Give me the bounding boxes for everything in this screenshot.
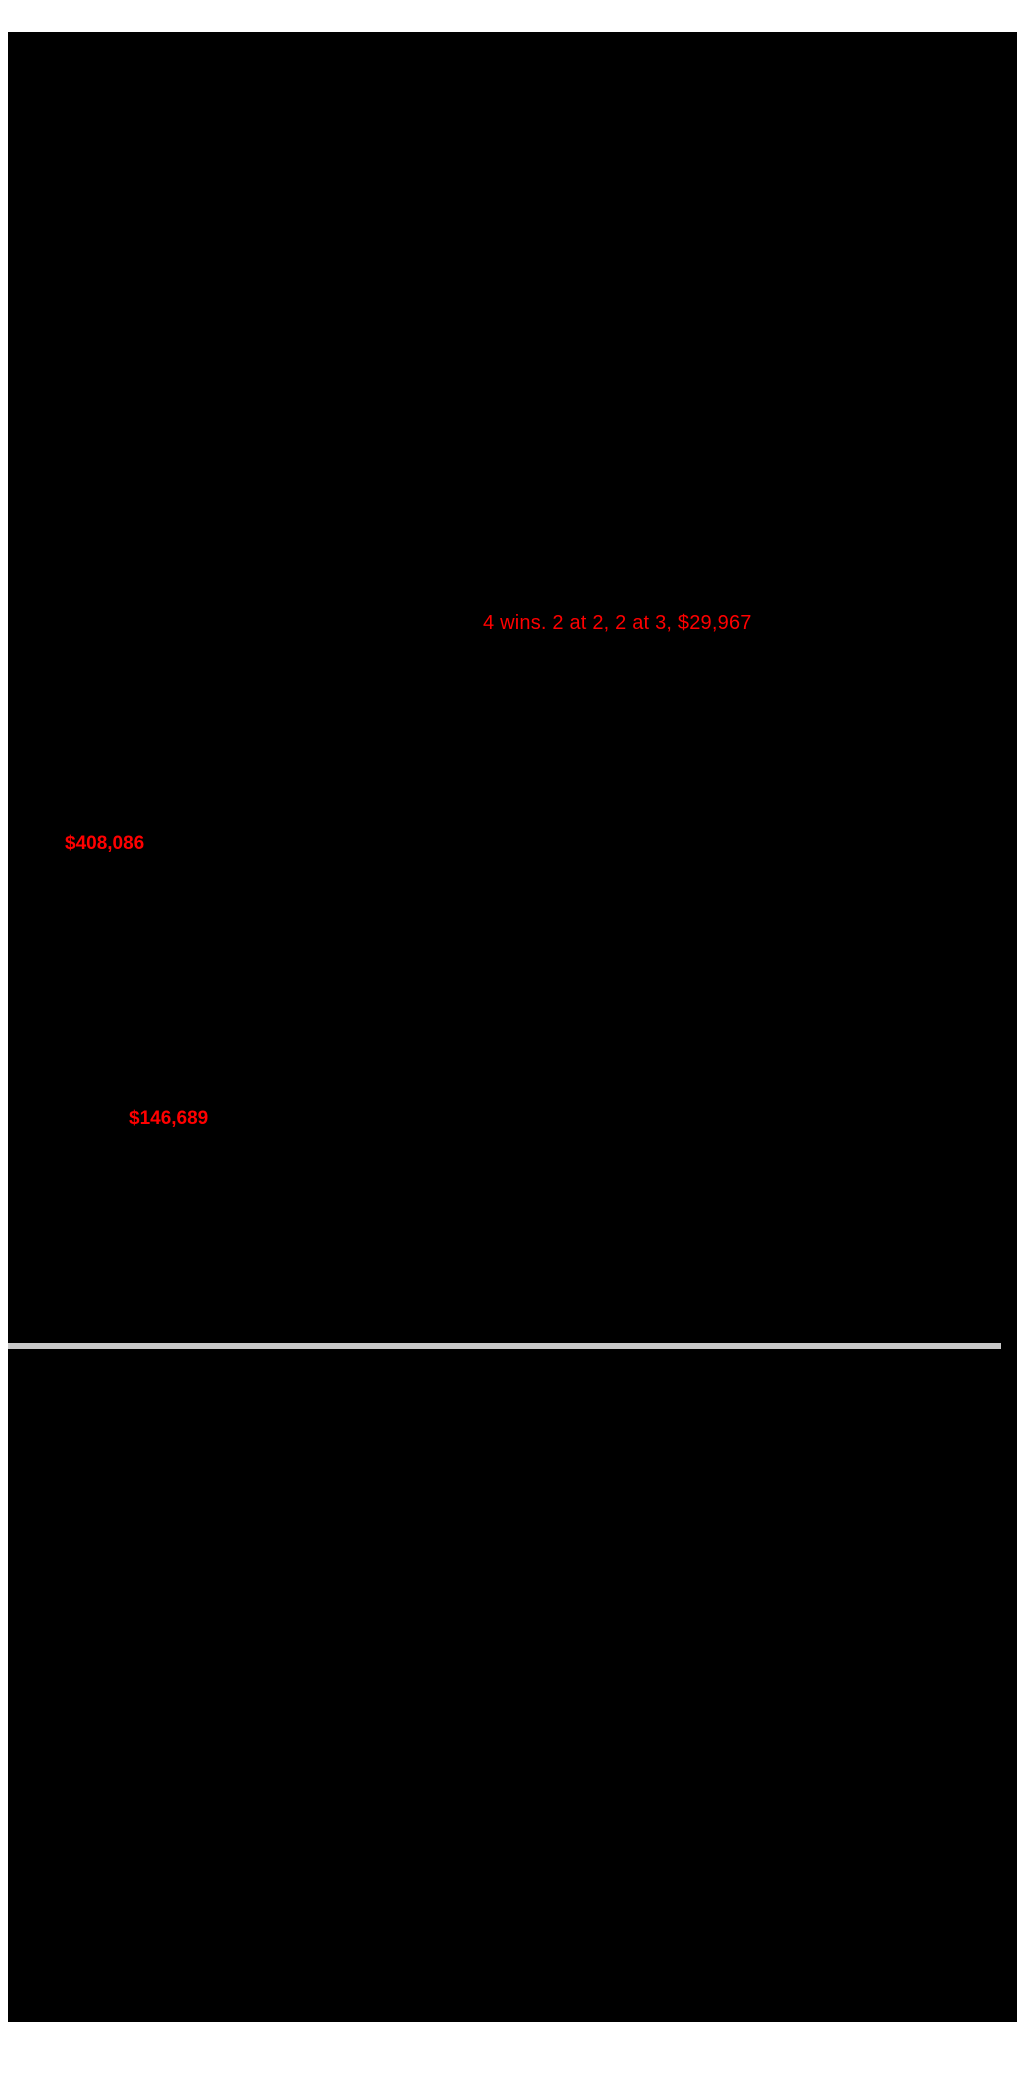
annotation-earnings-top: $408,086: [65, 833, 145, 854]
horizontal-divider: [8, 1343, 1001, 1349]
lower-dark-panel: [8, 1357, 1001, 1982]
annotation-earnings-bottom: $146,689: [129, 1108, 209, 1129]
annotation-wins-summary: 4 wins. 2 at 2, 2 at 3, $29,967: [483, 612, 752, 634]
